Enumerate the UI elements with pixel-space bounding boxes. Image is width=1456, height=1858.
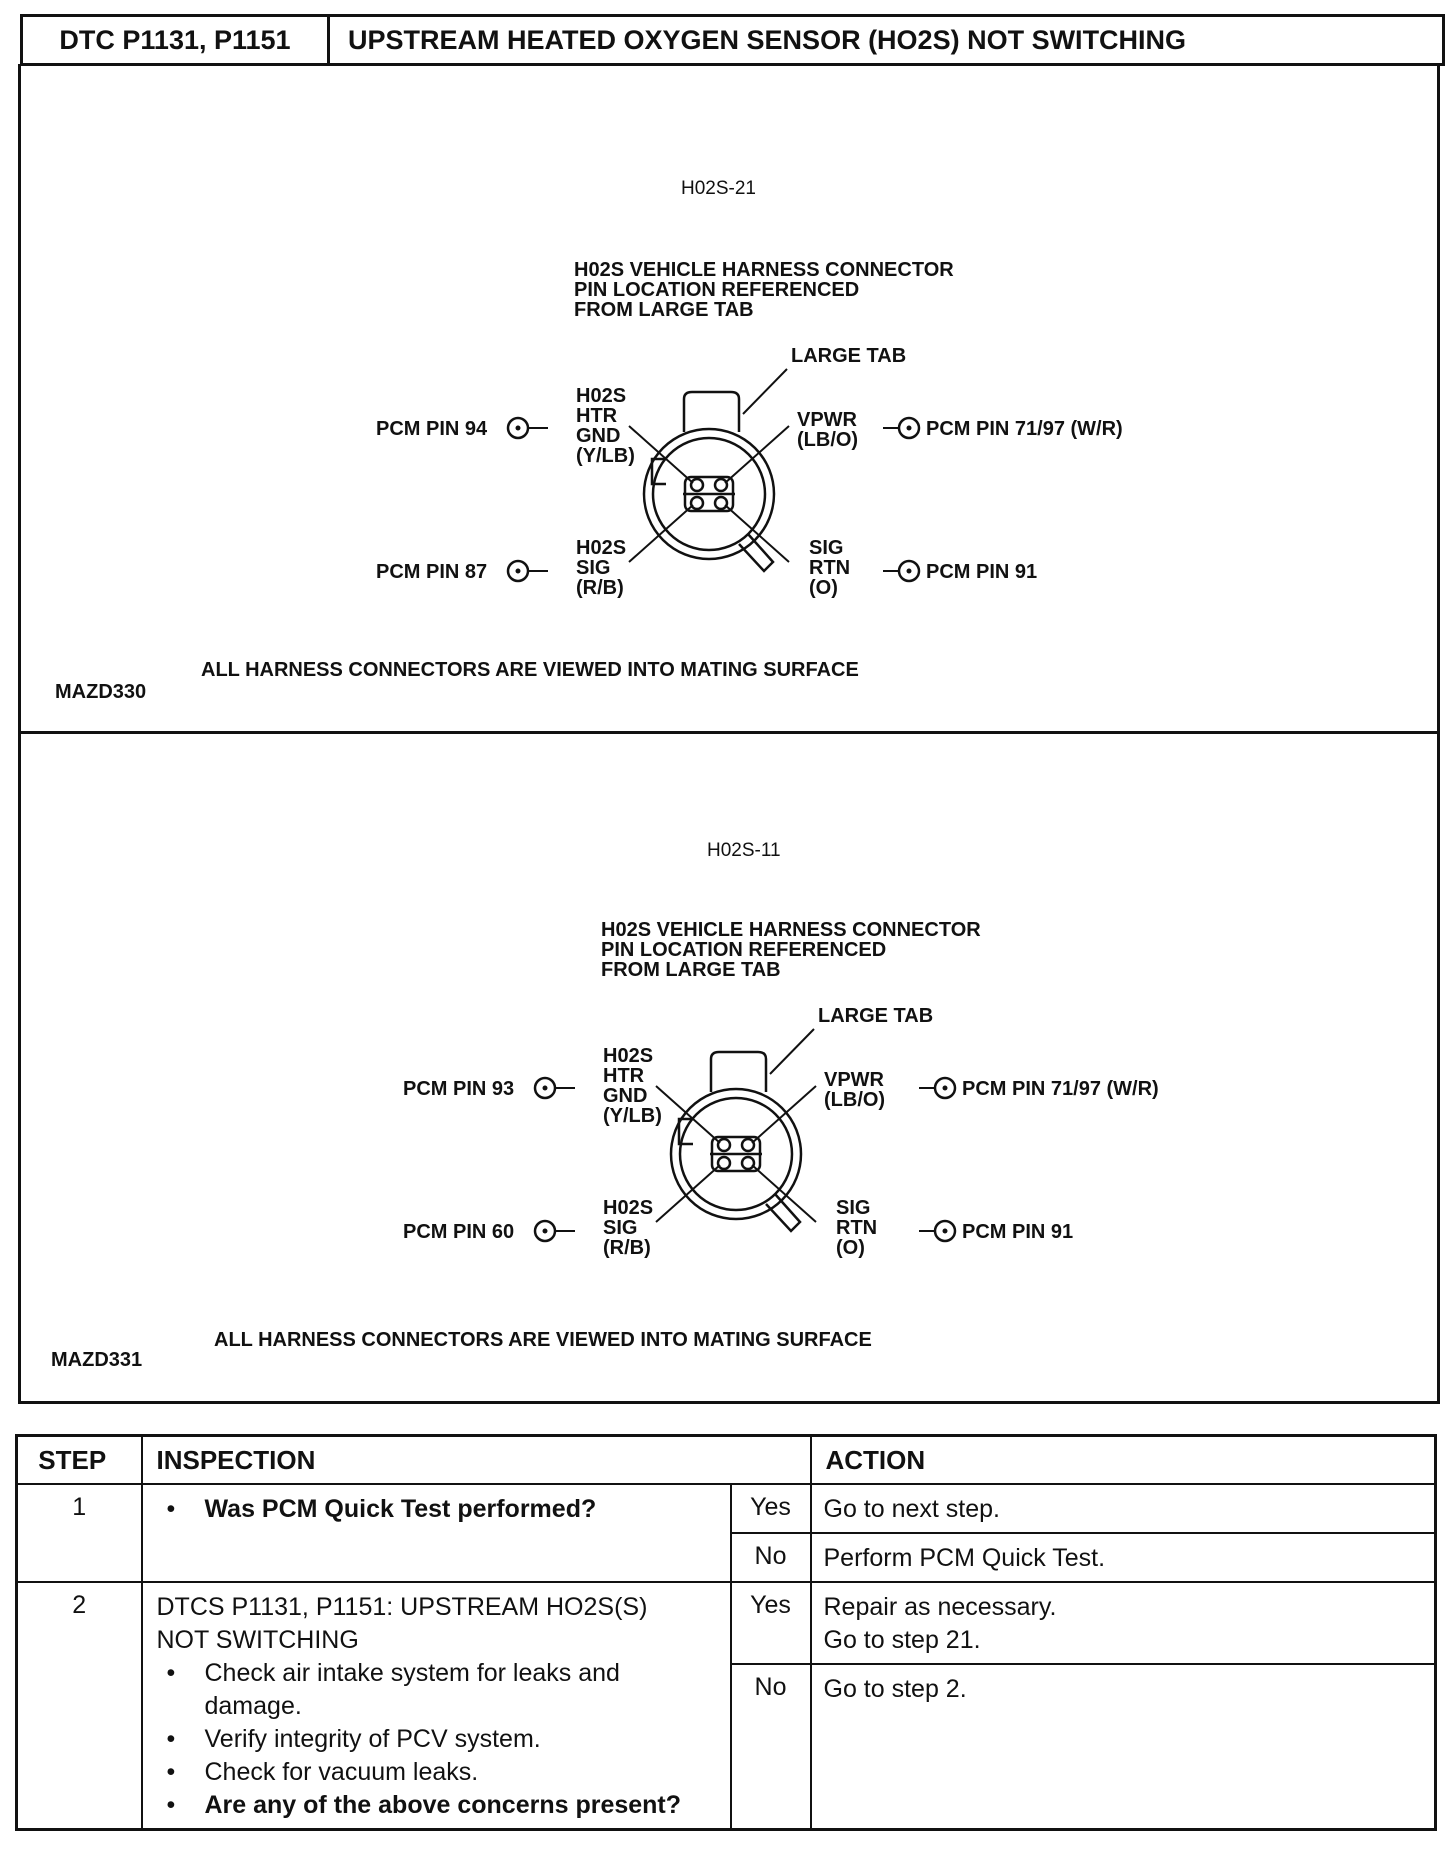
- pin-terminal-icon: [883, 561, 919, 581]
- rtn-pcm-pin: PCM PIN 91: [926, 561, 1038, 583]
- htr-gnd-label-1: H02S: [576, 385, 627, 407]
- answer-yes: Yes: [731, 1582, 811, 1664]
- htr-gnd-label-4: (Y/LB): [603, 1105, 662, 1127]
- mating-surface-note: ALL HARNESS CONNECTORS ARE VIEWED INTO MATING SURFACE: [214, 1329, 872, 1351]
- bullet-item: [157, 1493, 716, 1526]
- pin-terminal-icon: [919, 1078, 955, 1098]
- rtn-label-2: RTN: [836, 1217, 878, 1239]
- caption-line-2: PIN LOCATION REFERENCED: [574, 279, 860, 301]
- bullet-icon: •: [166, 1724, 176, 1753]
- caption-line-1: H02S VEHICLE HARNESS CONNECTOR: [574, 259, 954, 281]
- step-inspection: [142, 1484, 731, 1582]
- rtn-label-1: SIG: [836, 1197, 871, 1219]
- diagnostic-steps-table: [15, 1434, 1437, 1831]
- pin-terminal-icon: [508, 418, 548, 438]
- pin-terminal-icon: [535, 1221, 575, 1241]
- htr-gnd-label-2: HTR: [603, 1065, 645, 1087]
- large-tab-leader: [770, 1029, 814, 1074]
- htr-gnd-label-4: (Y/LB): [576, 445, 635, 467]
- step-heading-line-1: DTCS P1131, P1151: UPSTREAM HO2S(S): [156, 1592, 648, 1621]
- caption-line-2: PIN LOCATION REFERENCED: [601, 939, 887, 961]
- htr-gnd-pcm-pin: PCM PIN 94: [376, 418, 488, 440]
- answer-no: No: [731, 1664, 811, 1830]
- rtn-pcm-pin: PCM PIN 91: [962, 1221, 1074, 1243]
- yes-action-line-2: Go to step 21.: [823, 1625, 981, 1654]
- dtc-title: UPSTREAM HEATED OXYGEN SENSOR (HO2S) NOT SWITCHING: [348, 24, 1187, 55]
- bullet-item: [157, 1756, 716, 1789]
- sensor-label: H02S-11: [707, 840, 781, 861]
- dtc-header: [20, 14, 1445, 66]
- bullet-icon: •: [166, 1494, 176, 1523]
- pin-terminal-icon: [883, 418, 919, 438]
- bullet-icon: •: [166, 1757, 176, 1786]
- sig-label-1: H02S: [603, 1197, 654, 1219]
- bullet-item: [157, 1723, 716, 1756]
- sig-label-3: (R/B): [576, 577, 624, 599]
- no-action: Perform PCM Quick Test.: [811, 1533, 1436, 1582]
- sig-label-2: SIG: [603, 1217, 638, 1239]
- htr-gnd-label-3: GND: [603, 1085, 648, 1107]
- step-inspection: [142, 1582, 731, 1830]
- yes-action: Go to next step.: [811, 1484, 1436, 1533]
- rtn-label-2: RTN: [809, 557, 851, 579]
- table-row: [17, 1484, 1436, 1533]
- pin-terminal-icon: [508, 561, 548, 581]
- sig-pcm-pin: PCM PIN 60: [403, 1221, 515, 1243]
- inspection-column-header: INSPECTION: [142, 1436, 811, 1484]
- figure-id: MAZD331: [51, 1349, 143, 1371]
- answer-no: No: [731, 1533, 811, 1582]
- check-item: Check for vacuum leaks.: [204, 1757, 479, 1786]
- connector-diagram-h02s-21: [21, 64, 1437, 731]
- pin-terminal-icon: [535, 1078, 575, 1098]
- connector-drawing: [21, 64, 1443, 731]
- answer-yes: Yes: [731, 1484, 811, 1533]
- step-column-header: STEP: [17, 1436, 142, 1484]
- htr-gnd-pcm-pin: PCM PIN 93: [403, 1078, 515, 1100]
- caption-line-3: FROM LARGE TAB: [601, 959, 781, 981]
- vpwr-label-2: (LB/O): [797, 429, 859, 451]
- yes-action-line-1: Repair as necessary.: [823, 1592, 1057, 1621]
- htr-gnd-label-2: HTR: [576, 405, 618, 427]
- action-column-header: ACTION: [811, 1436, 1436, 1484]
- question-text: Was PCM Quick Test performed?: [204, 1494, 597, 1523]
- large-tab-label: LARGE TAB: [818, 1005, 934, 1027]
- large-tab-leader: [743, 369, 787, 414]
- sig-label-1: H02S: [576, 537, 627, 559]
- step-number: 1: [17, 1484, 142, 1582]
- bullet-icon: •: [166, 1658, 176, 1687]
- vpwr-pcm-pin: PCM PIN 71/97 (W/R): [926, 418, 1123, 440]
- large-tab-label: LARGE TAB: [791, 345, 907, 367]
- htr-gnd-label-3: GND: [576, 425, 621, 447]
- check-item: Verify integrity of PCV system.: [204, 1724, 541, 1753]
- step-heading-line-2: NOT SWITCHING: [156, 1625, 359, 1654]
- figure-id: MAZD330: [55, 681, 147, 703]
- step-number: 2: [17, 1582, 142, 1830]
- rtn-label-3: (O): [809, 577, 838, 599]
- no-action: Go to step 2.: [811, 1664, 1436, 1830]
- yes-action: [811, 1582, 1436, 1664]
- caption-line-3: FROM LARGE TAB: [574, 299, 754, 321]
- pin-terminal-icon: [919, 1221, 955, 1241]
- question-text: Are any of the above concerns present?: [204, 1790, 682, 1819]
- htr-gnd-label-1: H02S: [603, 1045, 654, 1067]
- connector-icon: [644, 392, 774, 571]
- caption-line-1: H02S VEHICLE HARNESS CONNECTOR: [601, 919, 981, 941]
- sensor-label: H02S-21: [681, 178, 756, 199]
- connector-diagram-h02s-11: [21, 734, 1437, 1401]
- bullet-item: [157, 1789, 716, 1822]
- sig-pcm-pin: PCM PIN 87: [376, 561, 488, 583]
- dtc-codes: DTC P1131, P1151: [23, 17, 330, 63]
- check-item: Check air intake system for leaks and damage.: [204, 1658, 620, 1720]
- vpwr-pcm-pin: PCM PIN 71/97 (W/R): [962, 1078, 1159, 1100]
- vpwr-label-1: VPWR: [824, 1069, 884, 1091]
- mating-surface-note: ALL HARNESS CONNECTORS ARE VIEWED INTO MATING SURFACE: [201, 659, 859, 681]
- vpwr-label-1: VPWR: [797, 409, 857, 431]
- bullet-icon: •: [166, 1790, 176, 1819]
- rtn-label-3: (O): [836, 1237, 865, 1259]
- sig-label-3: (R/B): [603, 1237, 651, 1259]
- connector-drawing: [21, 734, 1443, 1401]
- rtn-label-1: SIG: [809, 537, 844, 559]
- table-row: [17, 1582, 1436, 1664]
- connector-icon: [671, 1052, 801, 1231]
- vpwr-label-2: (LB/O): [824, 1089, 886, 1111]
- bullet-item: [157, 1657, 716, 1723]
- sig-label-2: SIG: [576, 557, 611, 579]
- table-header-row: [17, 1436, 1436, 1484]
- connector-figures: [18, 64, 1440, 1404]
